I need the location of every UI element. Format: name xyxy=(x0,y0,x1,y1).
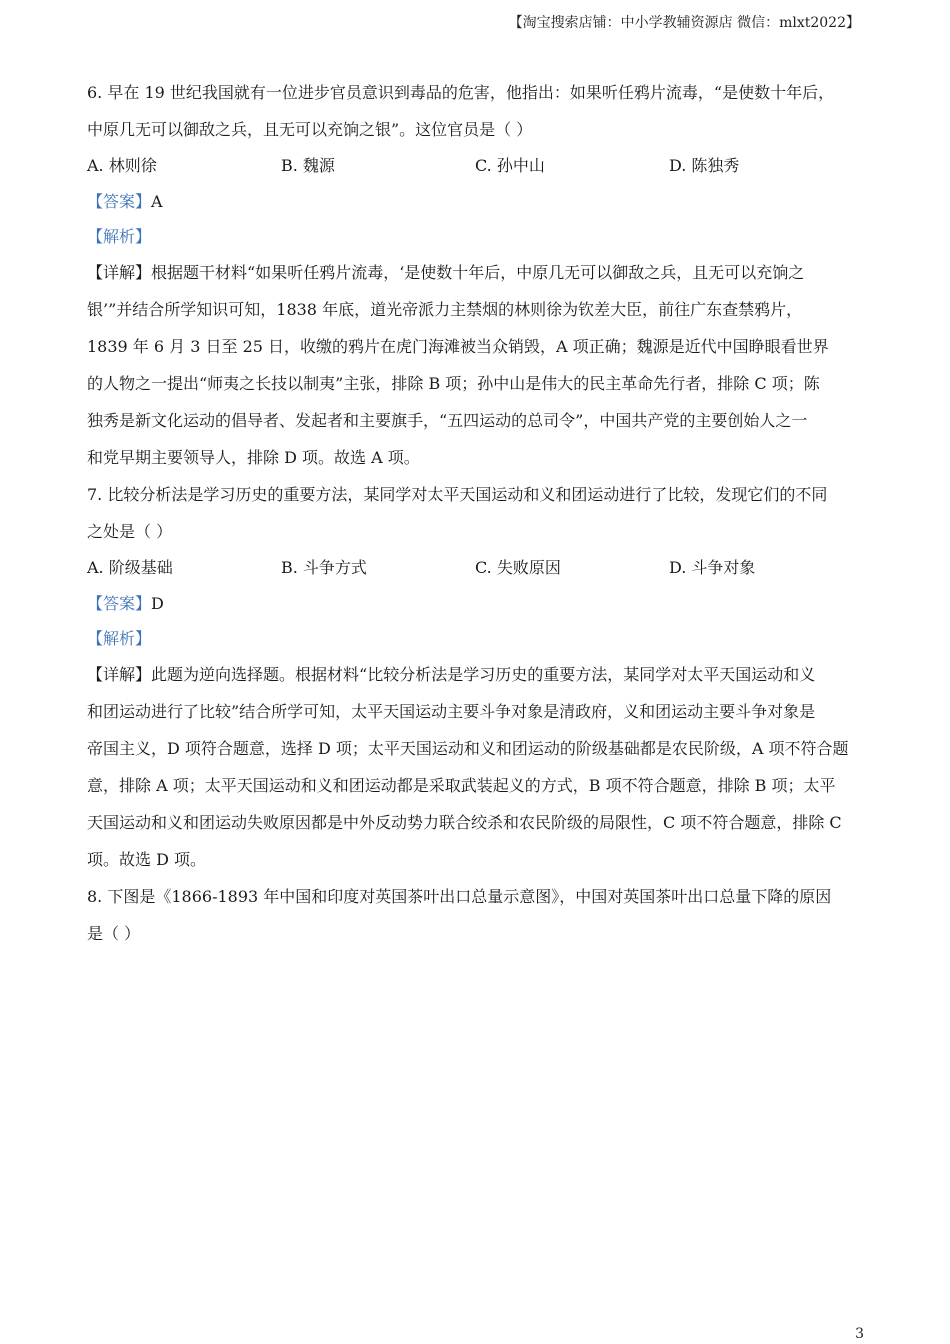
q8-stem-line-1: 8. 下图是《1866-1893 年中国和印度对英国茶叶出口总量示意图》，中国对英国茶叶出口总量下降的原因 xyxy=(87,887,832,906)
q6-option-b: B. 魏源 xyxy=(281,156,335,175)
q7-detail-line-2: 和团运动进行了比较”结合所学可知，太平天国运动主要斗争对象是清政府，义和团运动主要斗争对象是 xyxy=(87,702,816,721)
q8-stem-line-2: 是（ ） xyxy=(87,924,141,943)
q7-option-c: C. 失败原因 xyxy=(475,558,561,577)
q6-answer-label: 【答案】 xyxy=(87,192,152,211)
q7-option-b: B. 斗争方式 xyxy=(281,558,367,577)
document-body xyxy=(87,74,867,952)
q6-analysis-label: 【解析】 xyxy=(87,227,152,246)
q6-analysis xyxy=(87,219,867,254)
q6-answer xyxy=(87,184,867,219)
q6-detail-line-3: 1839 年 6 月 3 日至 25 日，收缴的鸦片在虎门海滩被当众销毁，A 项正确；魏源是近代中国睁眼看世界 xyxy=(87,337,829,356)
q7-answer-label: 【答案】 xyxy=(87,594,152,613)
question-8 xyxy=(87,878,867,952)
q7-detail-label: 【详解】 xyxy=(87,665,152,684)
q6-option-a: A. 林则徐 xyxy=(87,156,157,175)
q6-detail-label: 【详解】 xyxy=(87,263,152,282)
q6-detail-line-5: 独秀是新文化运动的倡导者、发起者和主要旗手，“五四运动的总司令”，中国共产党的主要创始人之一 xyxy=(87,411,808,430)
q7-answer xyxy=(87,586,867,621)
question-6 xyxy=(87,74,867,476)
q7-detail-line-6: 项。故选 D 项。 xyxy=(87,850,207,869)
q7-analysis-label: 【解析】 xyxy=(87,629,152,648)
q6-answer-value: A xyxy=(151,192,163,211)
q6-options xyxy=(87,148,867,184)
q7-stem-line-2: 之处是（ ） xyxy=(87,522,173,541)
q7-option-d: D. 斗争对象 xyxy=(669,558,756,577)
q7-detail-line-5: 天国运动和义和团运动失败原因都是中外反动势力联合绞杀和农民阶级的局限性，C 项不符合题意，排除 C xyxy=(87,813,842,832)
q6-detail-line-4: 的人物之一提出“师夷之长技以制夷”主张，排除 B 项；孙中山是伟大的民主革命先行者，排除 C 项；陈 xyxy=(87,374,820,393)
q6-option-d: D. 陈独秀 xyxy=(669,156,740,175)
q7-option-a: A. 阶级基础 xyxy=(87,558,173,577)
q7-options xyxy=(87,550,867,586)
q7-answer-value: D xyxy=(151,594,164,613)
q7-detail-line-1 xyxy=(87,656,867,693)
page-number: 3 xyxy=(855,1326,864,1342)
q7-stem-line-1: 7. 比较分析法是学习历史的重要方法，某同学对太平天国运动和义和团运动进行了比较，发现它们的不同 xyxy=(87,485,828,504)
page-header: 【淘宝搜索店铺：中小学教辅资源店 微信：mlxt2022】 xyxy=(508,15,860,31)
q6-option-c: C. 孙中山 xyxy=(475,156,545,175)
q6-detail-text-1: 根据题干材料“如果听任鸦片流毒，‘是使数十年后，中原几无可以御敌之兵，且无可以充饷之 xyxy=(151,263,805,282)
question-7 xyxy=(87,476,867,878)
q6-detail-line-6: 和党早期主要领导人，排除 D 项。故选 A 项。 xyxy=(87,448,420,467)
q7-detail-text-1: 此题为逆向选择题。根据材料“比较分析法是学习历史的重要方法，某同学对太平天国运动和义 xyxy=(151,665,816,684)
q7-detail-line-3: 帝国主义，D 项符合题意，选择 D 项；太平天国运动和义和团运动的阶级基础都是农民阶级，A 项不符合题 xyxy=(87,739,849,758)
q6-detail-line-2: 银’”并结合所学知识可知，1838 年底，道光帝派力主禁烟的林则徐为钦差大臣，前往广东查禁鸦片， xyxy=(87,300,803,319)
q6-stem-line-1: 6. 早在 19 世纪我国就有一位进步官员意识到毒品的危害，他指出：如果听任鸦片流毒，“是使数十年后， xyxy=(87,83,835,102)
q6-detail-line-1 xyxy=(87,254,867,291)
q7-detail-line-4: 意，排除 A 项；太平天国运动和义和团运动都是采取武装起义的方式，B 项不符合题意，排除 B 项；太平 xyxy=(87,776,836,795)
q6-stem-line-2: 中原几无可以御敌之兵，且无可以充饷之银”。这位官员是（ ） xyxy=(87,120,533,139)
q7-analysis xyxy=(87,621,867,656)
